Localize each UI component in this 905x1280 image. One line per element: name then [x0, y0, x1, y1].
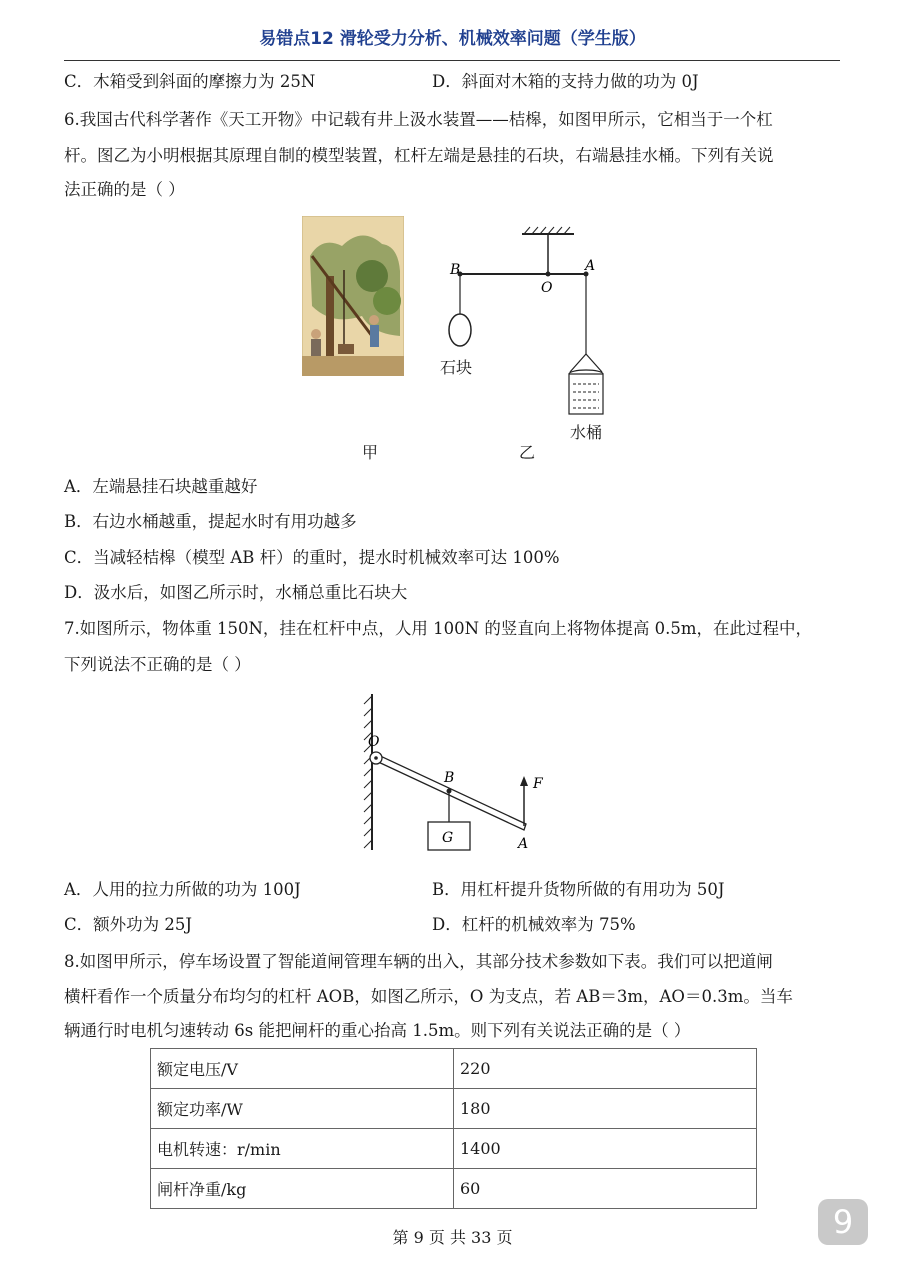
label-a: A [518, 836, 529, 852]
table-cell-value: 1400 [454, 1129, 757, 1169]
table-cell-key: 额定功率/W [151, 1089, 454, 1129]
table-cell-key: 电机转速：r/min [151, 1129, 454, 1169]
q7-option-b: B．用杠杆提升货物所做的有用功为 50J [432, 880, 725, 899]
table-cell-value: 60 [454, 1169, 757, 1209]
table-cell-key: 闸杆净重/kg [151, 1169, 454, 1209]
q5-option-c: C．木箱受到斜面的摩擦力为 25N [64, 72, 316, 91]
ceiling-hatch [524, 227, 570, 234]
q7-option-d: D．杠杆的机械效率为 75% [432, 915, 636, 934]
table-row [151, 1169, 757, 1209]
force-f-arrowhead [520, 776, 528, 786]
stone-shape [449, 314, 471, 346]
page-number-badge: 9 [818, 1199, 868, 1245]
q8-parameter-table [150, 1048, 757, 1209]
table-row [151, 1089, 757, 1129]
label-g: G [442, 830, 454, 846]
q6-stem-line-1: 6.我国古代科学著作《天工开物》中记载有井上汲水装置——桔槔，如图甲所示，它相当于一个杠 [64, 110, 773, 129]
q6-option-c: C．当减轻桔槔（模型 AB 杆）的重时，提水时机械效率可达 100% [64, 548, 560, 567]
q6-option-d: D．汲水后，如图乙所示时，水桶总重比石块大 [64, 583, 408, 602]
page-header-title: 易错点12 滑轮受力分析、机械效率问题（学生版） [259, 29, 646, 49]
q7-option-a: A．人用的拉力所做的功为 100J [64, 880, 301, 899]
q8-stem-line-1: 8.如图甲所示，停车场设置了智能道闸管理车辆的出入，其部分技术参数如下表。我们可以把道闸 [64, 952, 773, 971]
label-stone: 石块 [440, 358, 473, 377]
wall-hatch [364, 696, 372, 848]
label-o: O [368, 734, 380, 750]
page-footer: 第 9 页 共 33 页 [392, 1228, 513, 1247]
q6-stem-line-2: 杆。图乙为小明根据其原理自制的模型装置，杠杆左端是悬挂的石块，右端悬挂水桶。下列有关说 [64, 146, 774, 165]
label-a: A [585, 258, 596, 274]
q6-figure-jia-illustration [302, 216, 404, 376]
label-bucket: 水桶 [570, 423, 603, 442]
label-o: O [541, 280, 553, 296]
q7-stem-line-2: 下列说法不正确的是（ ） [64, 655, 251, 674]
q6-option-b: B．右边水桶越重，提起水时有用功越多 [64, 512, 357, 531]
label-b: B [450, 262, 461, 278]
q7-lever-diagram [350, 692, 550, 852]
table-cell-value: 220 [454, 1049, 757, 1089]
table-cell-key: 额定电压/V [151, 1049, 454, 1089]
q5-option-d: D．斜面对木箱的支持力做的功为 0J [432, 72, 699, 91]
label-b: B [444, 770, 455, 786]
point-o-dot [546, 272, 551, 277]
table-row [151, 1129, 757, 1169]
caption-jia: 甲 [362, 443, 379, 462]
q6-option-a: A．左端悬挂石块越重越好 [64, 477, 258, 496]
q6-stem-line-3: 法正确的是（ ） [64, 180, 185, 199]
q8-stem-line-2: 横杆看作一个质量分布均匀的杠杆 AOB，如图乙所示，O 为支点，若 AB＝3m，AO＝0.3m。当车 [64, 987, 793, 1006]
q7-stem-line-1: 7.如图所示，物体重 150N，挂在杠杆中点，人用 100N 的竖直向上将物体提高 0.5m，在此过程中， [64, 619, 812, 638]
label-f: F [533, 776, 543, 792]
caption-yi: 乙 [519, 443, 536, 462]
q8-stem-line-3: 辆通行时电机匀速转动 6s 能把闸杆的重心抬高 1.5m。则下列有关说法正确的是（ ） [64, 1021, 691, 1040]
header-divider [64, 60, 840, 61]
table-row [151, 1049, 757, 1089]
table-cell-value: 180 [454, 1089, 757, 1129]
q6-figure-yi-diagram [440, 222, 620, 422]
q7-option-c: C．额外功为 25J [64, 915, 192, 934]
